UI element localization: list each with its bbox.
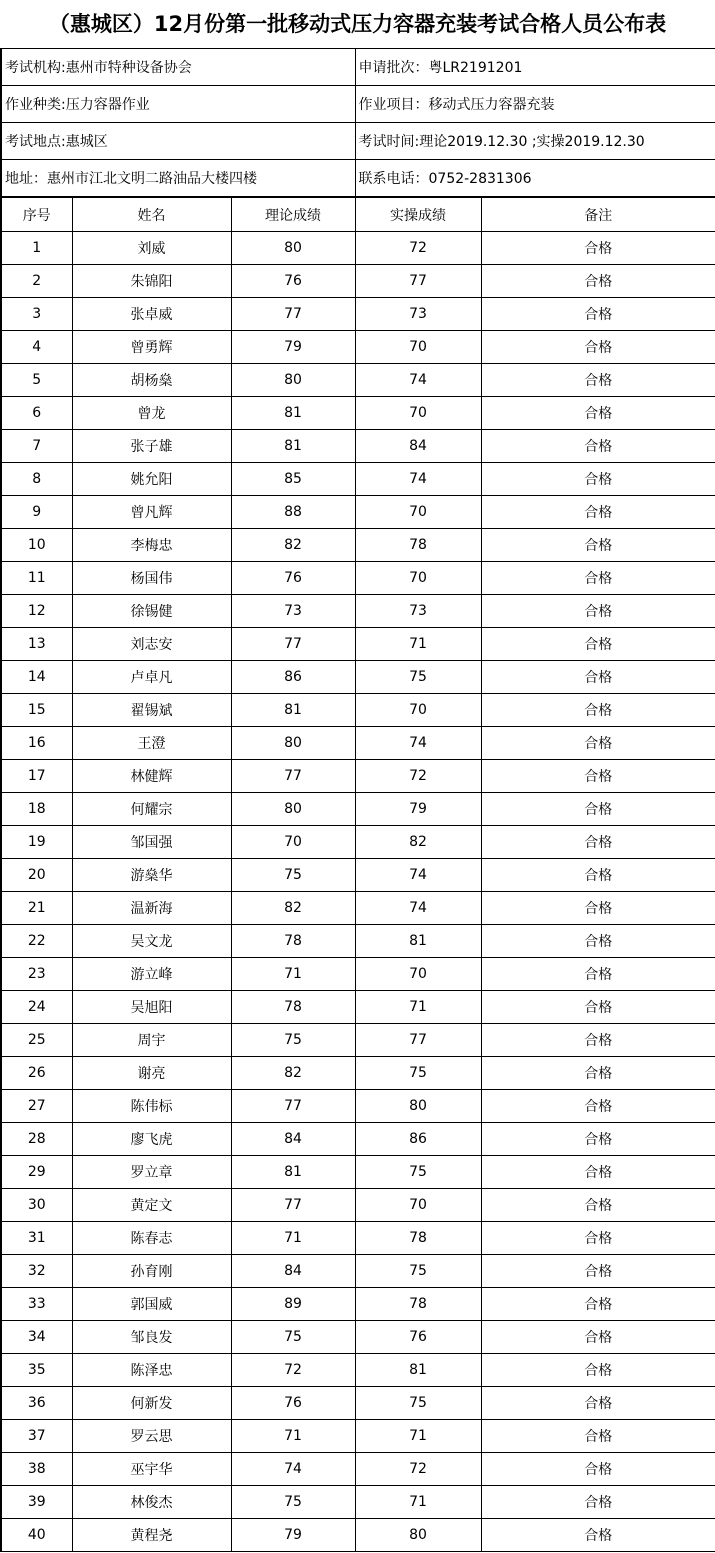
name-cell: 谢亮	[72, 1057, 231, 1090]
seq-cell: 4	[1, 331, 72, 364]
practical-score-cell: 74	[355, 727, 481, 760]
seq-cell: 2	[1, 265, 72, 298]
table-row	[1, 1222, 715, 1255]
theory-score-cell: 75	[231, 1024, 355, 1057]
practical-score-cell: 73	[355, 298, 481, 331]
name-cell: 林俊杰	[72, 1486, 231, 1519]
theory-score-cell: 79	[231, 1519, 355, 1552]
table-row	[1, 1288, 715, 1321]
practical-score-cell: 72	[355, 232, 481, 265]
info-cell-left: 考试机构:惠州市特种设备协会	[1, 49, 355, 86]
table-row	[1, 1486, 715, 1519]
table-row	[1, 1519, 715, 1552]
name-cell: 罗立章	[72, 1156, 231, 1189]
practical-score-cell: 70	[355, 397, 481, 430]
table-row	[1, 1354, 715, 1387]
name-cell: 陈泽忠	[72, 1354, 231, 1387]
seq-cell: 28	[1, 1123, 72, 1156]
table-header-row	[1, 198, 715, 232]
practical-score-cell: 70	[355, 331, 481, 364]
name-cell: 徐锡健	[72, 595, 231, 628]
remark-cell: 合格	[481, 892, 715, 925]
remark-cell: 合格	[481, 1090, 715, 1123]
remark-cell: 合格	[481, 265, 715, 298]
name-cell: 黄程尧	[72, 1519, 231, 1552]
column-header-name: 姓名	[72, 198, 231, 232]
name-cell: 翟锡斌	[72, 694, 231, 727]
seq-cell: 1	[1, 232, 72, 265]
name-cell: 张子雄	[72, 430, 231, 463]
theory-score-cell: 82	[231, 1057, 355, 1090]
remark-cell: 合格	[481, 1321, 715, 1354]
theory-score-cell: 75	[231, 1321, 355, 1354]
table-row	[1, 529, 715, 562]
table-row	[1, 1420, 715, 1453]
remark-cell: 合格	[481, 1222, 715, 1255]
name-cell: 邹国强	[72, 826, 231, 859]
seq-cell: 38	[1, 1453, 72, 1486]
theory-score-cell: 86	[231, 661, 355, 694]
name-cell: 曾勇辉	[72, 331, 231, 364]
seq-cell: 14	[1, 661, 72, 694]
theory-score-cell: 80	[231, 793, 355, 826]
info-row	[1, 160, 715, 197]
theory-score-cell: 74	[231, 1453, 355, 1486]
theory-score-cell: 89	[231, 1288, 355, 1321]
name-cell: 陈伟标	[72, 1090, 231, 1123]
practical-score-cell: 75	[355, 1387, 481, 1420]
table-row	[1, 892, 715, 925]
seq-cell: 17	[1, 760, 72, 793]
practical-score-cell: 75	[355, 1255, 481, 1288]
theory-score-cell: 82	[231, 892, 355, 925]
theory-score-cell: 77	[231, 1189, 355, 1222]
table-row	[1, 265, 715, 298]
practical-score-cell: 70	[355, 1189, 481, 1222]
theory-score-cell: 71	[231, 1420, 355, 1453]
name-cell: 吴文龙	[72, 925, 231, 958]
table-row	[1, 1453, 715, 1486]
theory-score-cell: 79	[231, 331, 355, 364]
seq-cell: 9	[1, 496, 72, 529]
table-row	[1, 562, 715, 595]
table-row	[1, 628, 715, 661]
name-cell: 周宇	[72, 1024, 231, 1057]
seq-cell: 22	[1, 925, 72, 958]
remark-cell: 合格	[481, 1024, 715, 1057]
theory-score-cell: 78	[231, 991, 355, 1024]
name-cell: 王澄	[72, 727, 231, 760]
info-row	[1, 86, 715, 123]
practical-score-cell: 75	[355, 661, 481, 694]
seq-cell: 23	[1, 958, 72, 991]
name-cell: 陈春志	[72, 1222, 231, 1255]
table-row	[1, 430, 715, 463]
seq-cell: 33	[1, 1288, 72, 1321]
remark-cell: 合格	[481, 595, 715, 628]
results-table	[0, 197, 715, 1552]
table-row	[1, 232, 715, 265]
seq-cell: 8	[1, 463, 72, 496]
practical-score-cell: 81	[355, 925, 481, 958]
remark-cell: 合格	[481, 628, 715, 661]
name-cell: 游立峰	[72, 958, 231, 991]
theory-score-cell: 80	[231, 727, 355, 760]
seq-cell: 35	[1, 1354, 72, 1387]
seq-cell: 19	[1, 826, 72, 859]
table-row	[1, 826, 715, 859]
practical-score-cell: 70	[355, 562, 481, 595]
theory-score-cell: 73	[231, 595, 355, 628]
table-row	[1, 1321, 715, 1354]
theory-score-cell: 76	[231, 562, 355, 595]
practical-score-cell: 74	[355, 892, 481, 925]
seq-cell: 21	[1, 892, 72, 925]
name-cell: 卢卓凡	[72, 661, 231, 694]
remark-cell: 合格	[481, 232, 715, 265]
table-row	[1, 364, 715, 397]
seq-cell: 27	[1, 1090, 72, 1123]
table-row	[1, 331, 715, 364]
remark-cell: 合格	[481, 1288, 715, 1321]
seq-cell: 20	[1, 859, 72, 892]
table-row	[1, 958, 715, 991]
remark-cell: 合格	[481, 661, 715, 694]
practical-score-cell: 84	[355, 430, 481, 463]
theory-score-cell: 81	[231, 397, 355, 430]
remark-cell: 合格	[481, 1420, 715, 1453]
name-cell: 曾凡辉	[72, 496, 231, 529]
name-cell: 刘威	[72, 232, 231, 265]
theory-score-cell: 85	[231, 463, 355, 496]
exam-info-table	[0, 48, 715, 197]
theory-score-cell: 88	[231, 496, 355, 529]
name-cell: 刘志安	[72, 628, 231, 661]
seq-cell: 34	[1, 1321, 72, 1354]
column-header-seq: 序号	[1, 198, 72, 232]
seq-cell: 5	[1, 364, 72, 397]
theory-score-cell: 77	[231, 1090, 355, 1123]
seq-cell: 32	[1, 1255, 72, 1288]
info-row	[1, 123, 715, 160]
table-row	[1, 397, 715, 430]
name-cell: 张卓威	[72, 298, 231, 331]
table-row	[1, 1090, 715, 1123]
seq-cell: 18	[1, 793, 72, 826]
remark-cell: 合格	[481, 496, 715, 529]
remark-cell: 合格	[481, 430, 715, 463]
name-cell: 廖飞虎	[72, 1123, 231, 1156]
name-cell: 曾龙	[72, 397, 231, 430]
name-cell: 孙育刚	[72, 1255, 231, 1288]
seq-cell: 6	[1, 397, 72, 430]
table-row	[1, 694, 715, 727]
remark-cell: 合格	[481, 1519, 715, 1552]
practical-score-cell: 82	[355, 826, 481, 859]
seq-cell: 11	[1, 562, 72, 595]
practical-score-cell: 73	[355, 595, 481, 628]
name-cell: 胡杨燊	[72, 364, 231, 397]
remark-cell: 合格	[481, 1486, 715, 1519]
remark-cell: 合格	[481, 958, 715, 991]
seq-cell: 39	[1, 1486, 72, 1519]
remark-cell: 合格	[481, 925, 715, 958]
seq-cell: 25	[1, 1024, 72, 1057]
column-header-remark: 备注	[481, 198, 715, 232]
theory-score-cell: 81	[231, 1156, 355, 1189]
theory-score-cell: 82	[231, 529, 355, 562]
practical-score-cell: 71	[355, 1486, 481, 1519]
theory-score-cell: 75	[231, 859, 355, 892]
theory-score-cell: 80	[231, 364, 355, 397]
remark-cell: 合格	[481, 760, 715, 793]
practical-score-cell: 70	[355, 958, 481, 991]
remark-cell: 合格	[481, 1453, 715, 1486]
name-cell: 何耀宗	[72, 793, 231, 826]
name-cell: 吴旭阳	[72, 991, 231, 1024]
theory-score-cell: 72	[231, 1354, 355, 1387]
info-cell-right: 考试时间:理论2019.12.30 ;实操2019.12.30	[355, 123, 715, 160]
theory-score-cell: 70	[231, 826, 355, 859]
name-cell: 朱锦阳	[72, 265, 231, 298]
remark-cell: 合格	[481, 463, 715, 496]
theory-score-cell: 81	[231, 430, 355, 463]
table-row	[1, 1189, 715, 1222]
theory-score-cell: 76	[231, 265, 355, 298]
table-row	[1, 991, 715, 1024]
practical-score-cell: 74	[355, 463, 481, 496]
name-cell: 邹良发	[72, 1321, 231, 1354]
seq-cell: 3	[1, 298, 72, 331]
table-row	[1, 760, 715, 793]
practical-score-cell: 71	[355, 628, 481, 661]
practical-score-cell: 81	[355, 1354, 481, 1387]
seq-cell: 10	[1, 529, 72, 562]
theory-score-cell: 75	[231, 1486, 355, 1519]
theory-score-cell: 81	[231, 694, 355, 727]
table-row	[1, 727, 715, 760]
seq-cell: 37	[1, 1420, 72, 1453]
name-cell: 林健辉	[72, 760, 231, 793]
info-cell-left: 考试地点:惠城区	[1, 123, 355, 160]
seq-cell: 29	[1, 1156, 72, 1189]
name-cell: 杨国伟	[72, 562, 231, 595]
practical-score-cell: 74	[355, 364, 481, 397]
practical-score-cell: 77	[355, 1024, 481, 1057]
info-cell-right: 申请批次：粤LR2191201	[355, 49, 715, 86]
table-row	[1, 1057, 715, 1090]
info-cell-right: 作业项目：移动式压力容器充装	[355, 86, 715, 123]
practical-score-cell: 78	[355, 1222, 481, 1255]
practical-score-cell: 71	[355, 991, 481, 1024]
practical-score-cell: 77	[355, 265, 481, 298]
practical-score-cell: 79	[355, 793, 481, 826]
name-cell: 罗云思	[72, 1420, 231, 1453]
remark-cell: 合格	[481, 1255, 715, 1288]
table-row	[1, 1255, 715, 1288]
remark-cell: 合格	[481, 991, 715, 1024]
seq-cell: 12	[1, 595, 72, 628]
practical-score-cell: 74	[355, 859, 481, 892]
practical-score-cell: 72	[355, 1453, 481, 1486]
remark-cell: 合格	[481, 529, 715, 562]
seq-cell: 31	[1, 1222, 72, 1255]
page-title: （惠城区）12月份第一批移动式压力容器充装考试合格人员公布表	[48, 12, 667, 36]
seq-cell: 24	[1, 991, 72, 1024]
name-cell: 巫宇华	[72, 1453, 231, 1486]
name-cell: 黄定文	[72, 1189, 231, 1222]
name-cell: 姚允阳	[72, 463, 231, 496]
table-row	[1, 298, 715, 331]
practical-score-cell: 86	[355, 1123, 481, 1156]
seq-cell: 26	[1, 1057, 72, 1090]
info-cell-left: 作业种类:压力容器作业	[1, 86, 355, 123]
remark-cell: 合格	[481, 1156, 715, 1189]
table-row	[1, 496, 715, 529]
remark-cell: 合格	[481, 1387, 715, 1420]
remark-cell: 合格	[481, 793, 715, 826]
name-cell: 温新海	[72, 892, 231, 925]
theory-score-cell: 76	[231, 1387, 355, 1420]
practical-score-cell: 75	[355, 1156, 481, 1189]
theory-score-cell: 77	[231, 298, 355, 331]
theory-score-cell: 78	[231, 925, 355, 958]
remark-cell: 合格	[481, 1354, 715, 1387]
column-header-practical-score: 实操成绩	[355, 198, 481, 232]
theory-score-cell: 77	[231, 760, 355, 793]
seq-cell: 13	[1, 628, 72, 661]
practical-score-cell: 78	[355, 1288, 481, 1321]
name-cell: 何新发	[72, 1387, 231, 1420]
seq-cell: 15	[1, 694, 72, 727]
remark-cell: 合格	[481, 1189, 715, 1222]
remark-cell: 合格	[481, 694, 715, 727]
table-row	[1, 1123, 715, 1156]
theory-score-cell: 84	[231, 1255, 355, 1288]
table-row	[1, 1024, 715, 1057]
practical-score-cell: 75	[355, 1057, 481, 1090]
seq-cell: 7	[1, 430, 72, 463]
table-row	[1, 595, 715, 628]
practical-score-cell: 70	[355, 694, 481, 727]
table-row	[1, 1387, 715, 1420]
remark-cell: 合格	[481, 364, 715, 397]
theory-score-cell: 80	[231, 232, 355, 265]
info-row	[1, 49, 715, 86]
seq-cell: 40	[1, 1519, 72, 1552]
seq-cell: 30	[1, 1189, 72, 1222]
name-cell: 游燊华	[72, 859, 231, 892]
practical-score-cell: 78	[355, 529, 481, 562]
name-cell: 李梅忠	[72, 529, 231, 562]
practical-score-cell: 80	[355, 1519, 481, 1552]
seq-cell: 36	[1, 1387, 72, 1420]
table-row	[1, 463, 715, 496]
practical-score-cell: 80	[355, 1090, 481, 1123]
remark-cell: 合格	[481, 1057, 715, 1090]
theory-score-cell: 84	[231, 1123, 355, 1156]
remark-cell: 合格	[481, 1123, 715, 1156]
remark-cell: 合格	[481, 298, 715, 331]
remark-cell: 合格	[481, 397, 715, 430]
table-row	[1, 793, 715, 826]
table-row	[1, 859, 715, 892]
practical-score-cell: 71	[355, 1420, 481, 1453]
practical-score-cell: 76	[355, 1321, 481, 1354]
theory-score-cell: 77	[231, 628, 355, 661]
name-cell: 郭国威	[72, 1288, 231, 1321]
practical-score-cell: 70	[355, 496, 481, 529]
info-cell-right: 联系电话：0752-2831306	[355, 160, 715, 197]
theory-score-cell: 71	[231, 958, 355, 991]
remark-cell: 合格	[481, 562, 715, 595]
seq-cell: 16	[1, 727, 72, 760]
info-cell-left: 地址：惠州市江北文明二路油品大楼四楼	[1, 160, 355, 197]
table-row	[1, 925, 715, 958]
theory-score-cell: 71	[231, 1222, 355, 1255]
remark-cell: 合格	[481, 727, 715, 760]
remark-cell: 合格	[481, 859, 715, 892]
remark-cell: 合格	[481, 826, 715, 859]
table-row	[1, 1156, 715, 1189]
remark-cell: 合格	[481, 331, 715, 364]
table-row	[1, 661, 715, 694]
practical-score-cell: 72	[355, 760, 481, 793]
column-header-theory-score: 理论成绩	[231, 198, 355, 232]
